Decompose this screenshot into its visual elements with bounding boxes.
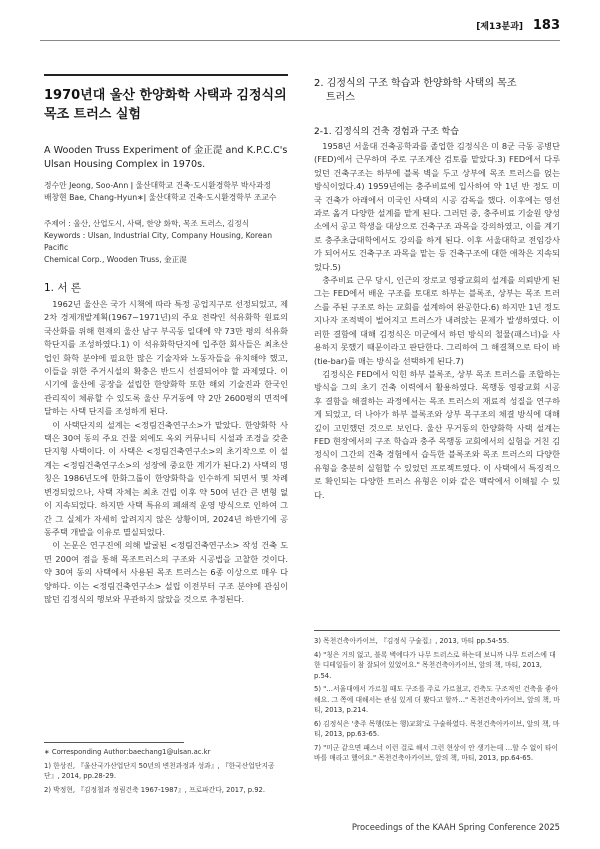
intro-body	[44, 298, 288, 738]
footnote: 7) "미군 같으면 패스너 이런 걸로 해서 그런 현상이 안 생기는데 …할 수 없이 타이 바를 매라고 했어요." 목천건축아카이브, 앞의 책, 마티, 2013, pp.64-65.	[314, 743, 559, 762]
page-footer: Proceedings of the KAAH Spring Conference 2025	[351, 822, 560, 832]
right-footnotes	[314, 636, 560, 767]
title-en-line: Ulsan Housing Complex in 1970s.	[44, 158, 206, 170]
paragraph: 1958년 서울대 건축공학과를 졸업한 김정식은 미 8군 극동 공병단(FED)에서 근무하며 주로 구조계산 검토를 맡았다.3) FED에서 다루었던 건축구조는 하부에 블록 벽을 두고 상부에 목조 트러스를 얹는 방식이었다.4) 1959년에는 충주비료에 입사하여 약 1년 반 정도 미국 건축가 아래에서 미국인 사택의 시공 감독을 했다. 이후에는 영선과로 옮겨 다양한 설계를 맡게 된다. 그러던 중, 충주비료 기술원 양성소에서 공고 학생을 대상으로 건축구조 과목을 강의하였고, 이를 계기로 충주초급대학에서도 강의를 하게 된다. 이후 서울대학교 전임강사가 되어서도 건축구조 과목을 맡는 등 건축구조에 대한 애착은 지속되었다.5)	[314, 141, 560, 272]
section-heading-intro: 1. 서 론	[44, 282, 81, 294]
title-line: 1970년대 울산 한양화학 사택과 김정식의	[44, 88, 287, 103]
paragraph: 이 사택단지의 설계는 <정림건축연구소>가 맡았다. 한양화학 사택은 30여 동의 주요 건물 외에도 옥외 커뮤니티 시설과 조경을 갖춘 단지형 사택이다. 이 사택은 <정림건축연구소>의 초기작으로 이 설계는 <정림건축연구소>의 성장에 중요한 계기가 된다.2) 사택의 명칭은 1986년도에 한화그룹이 한양화학을 인수하게 되면서 몇 차례 변경되었으나, 사택 자체는 최초 건립 이후 약 50여 년간 큰 변형 없이 지속되었다. 하지만 사택 특유의 폐쇄적 운영 방식으로 인하여 그간 그 실체가 자세히 알려지지 않은 상황이며, 2024년 하반기에 공동주택 개발을 이유로 멸실되었다.	[44, 419, 288, 537]
heading-line: 2. 김정식의 구조 학습과 한양화학 사택의 목조	[314, 78, 517, 89]
section2-body	[314, 140, 560, 624]
corresponding-author: ∗ Corresponding Author:baechang1@ulsan.ac.kr	[44, 748, 211, 756]
footnote: 6) 김정식은 '충주 목행(또는 행)교회'로 구술하였다. 목천건축아카이브, 앞의 책, 마티, 2013, pp.63-65.	[314, 719, 560, 738]
footnote-rule	[44, 742, 184, 743]
paragraph: 이 논문은 연구진에 의해 발굴된 <정림건축연구소> 작성 건축 도면 200여 점을 통해 목조트러스의 구조와 시공법을 고찰한 것이다. 약 30여 동의 사택에서 사용된 목조 트러스는 6종 이상으로 매우 다양하다. 이는 <정림건축연구소> 설립 이전부터 구조 분야에 관심이 많던 김정식의 행보와 무관하지 않았을 것으로 추정된다.	[44, 540, 288, 604]
page-number: 183	[532, 18, 560, 33]
paper-title-en	[44, 144, 288, 171]
section-heading-2	[314, 77, 560, 105]
keywords	[44, 218, 288, 266]
title-rule	[44, 74, 288, 76]
title-en-line: A Wooden Truss Experiment of 金正湜 and K.P.C.C's	[44, 145, 288, 156]
page-header	[476, 18, 560, 33]
subsection-heading-2-1: 2-1. 김정식의 건축 경험과 구조 학습	[314, 127, 459, 137]
footnote: 3) 목천건축아카이브, 『김정식 구술집』, 2013, 마티 pp.54-55.	[314, 637, 510, 645]
paragraph: 김정식은 FED에서 익힌 하부 블록조, 상부 목조 트러스를 조합하는 방식을 그의 초기 건축 이력에서 활용하였다. 목행동 영광교회 시공 후 결함을 해결하는 과정에서는 목조 트러스의 재료적 성질을 연구하게 되었고, 더 나아가 하부 블록조와 상부 목구조의 체결 방식에 대해 깊이 고민했던 것으로 보인다. 울산 무거동의 한양화학 사택 설계는 FED 현장에서의 구조 학습과 충주 목행동 교회에서의 실험을 거친 김정식이 그간의 건축 경험에서 습득한 블록조와 목조 트러스의 다양한 유형을 충분히 실험할 수 있었던 프로젝트였다. 이 사택에서 특징적으로 확인되는 다양한 트러스 유형은 이와 같은 맥락에서 이해될 수 있다.	[314, 368, 560, 500]
session-label: [제13분과]	[476, 22, 524, 32]
keywords-en: Keywords : Ulsan, Industrial City, Company Housing, Korean Pacific	[44, 231, 273, 252]
authors	[44, 180, 288, 204]
footnote-rule	[314, 630, 560, 631]
footnote: 5) "…서울대에서 가르칠 때도 구조를 주로 가르쳤고, 건축도 구조적인 건축을 좋아해요. 그 쪽에 대해서는 관심 있게 더 봤다고 할까…" 목천건축아카이브, 앞의 책, 마티, 2013, p.214.	[314, 685, 560, 714]
keywords-en-cont: Chemical Corp., Wooden Truss, 金正湜	[44, 255, 187, 264]
heading-line: 트러스	[326, 92, 355, 103]
header-rule	[40, 40, 560, 41]
keywords-ko: 주제어 : 울산, 산업도시, 사택, 한양 화학, 목조 트러스, 김정식	[44, 219, 250, 228]
footnote: 2) 박정현, 『김정철과 정림건축 1967-1987』, 프로파간다, 2017, p.92.	[44, 785, 266, 794]
paragraph: 충주비료 근무 당시, 인근의 장로교 영광교회의 설계를 의뢰받게 된 그는 FED에서 배운 구조를 토대로 하부는 블록조, 상부는 목조 트러스를 주된 구조로 하는 교회를 설계하여 완공한다.6) 하지만 1년 정도 지나자 조적벽이 벌어지고 트러스가 내려앉는 문제가 발생하였다. 이러한 결함에 대해 김정식은 미군에서 하던 방식의 철물(패스너)을 사용하지 못했기 때문이라고 판단한다. 그리하여 그 해결책으로 타이 바(tie-bar)를 매는 방식을 선택하게 된다.7)	[314, 275, 560, 366]
title-line: 목조 트러스 실험	[44, 107, 141, 122]
footnote: 4) "칭은 거의 없고, 블록 벽에다가 나무 트러스로 하는데 보니까 나무 트러스에 대한 디테일들이 참 잘되어 있었어요." 목천건축아카이브, 앞의 책, 마티, 2013, p.54.	[314, 650, 556, 680]
footnote: 1) 한상진, 『울산국가산업단지 50년의 변천과정과 성과』, 『한국산업단지공단』, 2014, pp.28-29.	[44, 761, 275, 780]
author-line: 정수안 Jeong, Soo-Ann ǀ 울산대학교 건축·도시환경학부 박사과정	[44, 181, 272, 190]
author-line: 배창현 Bae, Chang-Hyun∗ǀ 울산대학교 건축·도시환경학부 조교수	[44, 193, 277, 202]
left-footnotes	[44, 747, 288, 798]
paragraph: 1962년 울산은 국가 시책에 따라 특정 공업지구로 선정되었고, 제2차 경제개발계획(1967~1971년)의 주요 전략인 석유화학 원료의 국산화를 위해 현재의 울산 남구 부곡동 일대에 약 73만 평의 석유화학단지를 조성하였다.1) 이 석유화학단지에 입주한 회사들은 최초산업인 화학 분야에 필요한 많은 기술자와 노동자들을 유치해야 했고, 이들을 위한 주거시설의 확충은 반드시 선결되어야 할 과제였다. 이 시기에 울산에 공장을 설립한 한양화학 또한 해외 기술진과 한국인 관리직이 체류할 수 있도록 울산 무거동에 약 2만 2600평의 면적에 달하는 사택 단지를 조성하게 된다.	[44, 299, 288, 417]
paper-title-ko	[44, 86, 288, 124]
